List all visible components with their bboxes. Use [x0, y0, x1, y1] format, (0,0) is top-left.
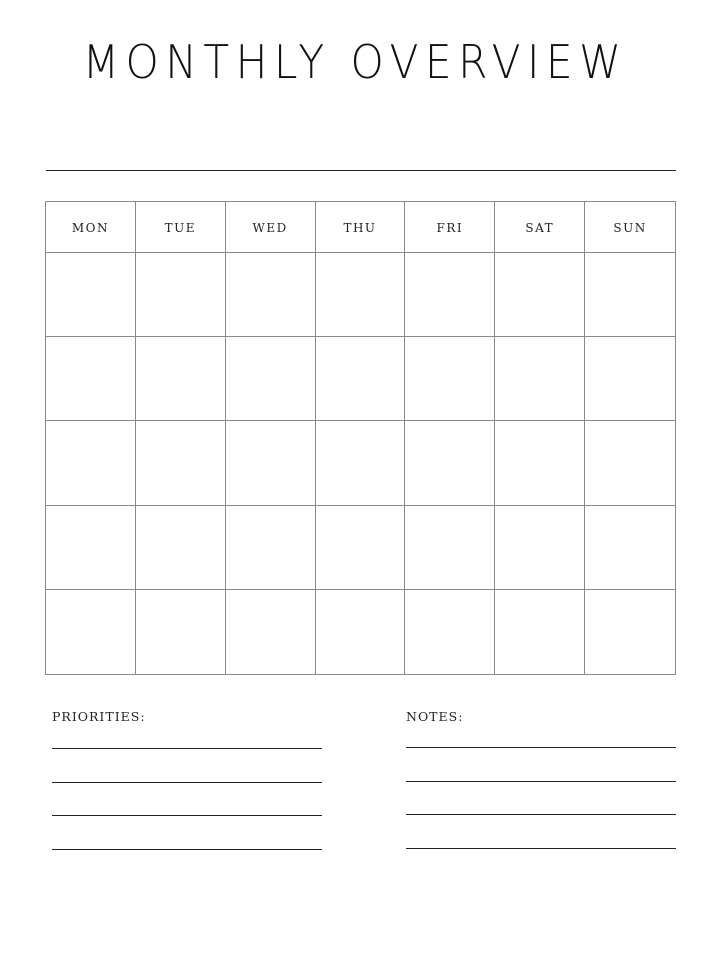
- priority-line[interactable]: [52, 782, 322, 783]
- day-cell[interactable]: [585, 337, 675, 421]
- day-cell[interactable]: [405, 253, 495, 337]
- day-cell[interactable]: [136, 253, 226, 337]
- priority-line[interactable]: [52, 849, 322, 850]
- note-line[interactable]: [406, 781, 676, 782]
- day-header-mon: MON: [46, 202, 136, 253]
- day-cell[interactable]: [316, 337, 406, 421]
- day-cell[interactable]: [495, 590, 585, 674]
- day-cell[interactable]: [585, 506, 675, 590]
- day-cell[interactable]: [405, 337, 495, 421]
- day-header-thu: THU: [316, 202, 406, 253]
- day-header-sat: SAT: [495, 202, 585, 253]
- day-cell[interactable]: [405, 506, 495, 590]
- day-cell[interactable]: [46, 590, 136, 674]
- day-cell[interactable]: [316, 421, 406, 505]
- day-header-fri: FRI: [405, 202, 495, 253]
- day-cell[interactable]: [316, 506, 406, 590]
- day-cell[interactable]: [495, 506, 585, 590]
- day-cell[interactable]: [226, 421, 316, 505]
- note-line[interactable]: [406, 814, 676, 815]
- note-line[interactable]: [406, 747, 676, 748]
- priority-line[interactable]: [52, 748, 322, 749]
- day-cell[interactable]: [46, 253, 136, 337]
- day-cell[interactable]: [136, 421, 226, 505]
- page-title: MONTHLY OVERVIEW: [82, 35, 628, 89]
- day-cell[interactable]: [136, 506, 226, 590]
- day-cell[interactable]: [585, 253, 675, 337]
- month-name-line[interactable]: [46, 170, 676, 171]
- day-cell[interactable]: [226, 337, 316, 421]
- day-cell[interactable]: [136, 337, 226, 421]
- note-line[interactable]: [406, 848, 676, 849]
- day-cell[interactable]: [136, 590, 226, 674]
- calendar-grid: [45, 201, 676, 675]
- day-cell[interactable]: [46, 421, 136, 505]
- day-header-tue: TUE: [136, 202, 226, 253]
- day-cell[interactable]: [585, 421, 675, 505]
- day-cell[interactable]: [405, 421, 495, 505]
- day-header-wed: WED: [226, 202, 316, 253]
- day-cell[interactable]: [495, 337, 585, 421]
- day-cell[interactable]: [316, 253, 406, 337]
- day-header-sun: SUN: [585, 202, 675, 253]
- day-cell[interactable]: [495, 421, 585, 505]
- day-cell[interactable]: [495, 253, 585, 337]
- priorities-label: PRIORITIES:: [52, 709, 146, 724]
- day-cell[interactable]: [585, 590, 675, 674]
- day-cell[interactable]: [226, 253, 316, 337]
- day-cell[interactable]: [226, 506, 316, 590]
- day-cell[interactable]: [316, 590, 406, 674]
- day-cell[interactable]: [46, 506, 136, 590]
- day-cell[interactable]: [46, 337, 136, 421]
- day-cell[interactable]: [226, 590, 316, 674]
- priority-line[interactable]: [52, 815, 322, 816]
- notes-label: NOTES:: [406, 709, 464, 724]
- day-cell[interactable]: [405, 590, 495, 674]
